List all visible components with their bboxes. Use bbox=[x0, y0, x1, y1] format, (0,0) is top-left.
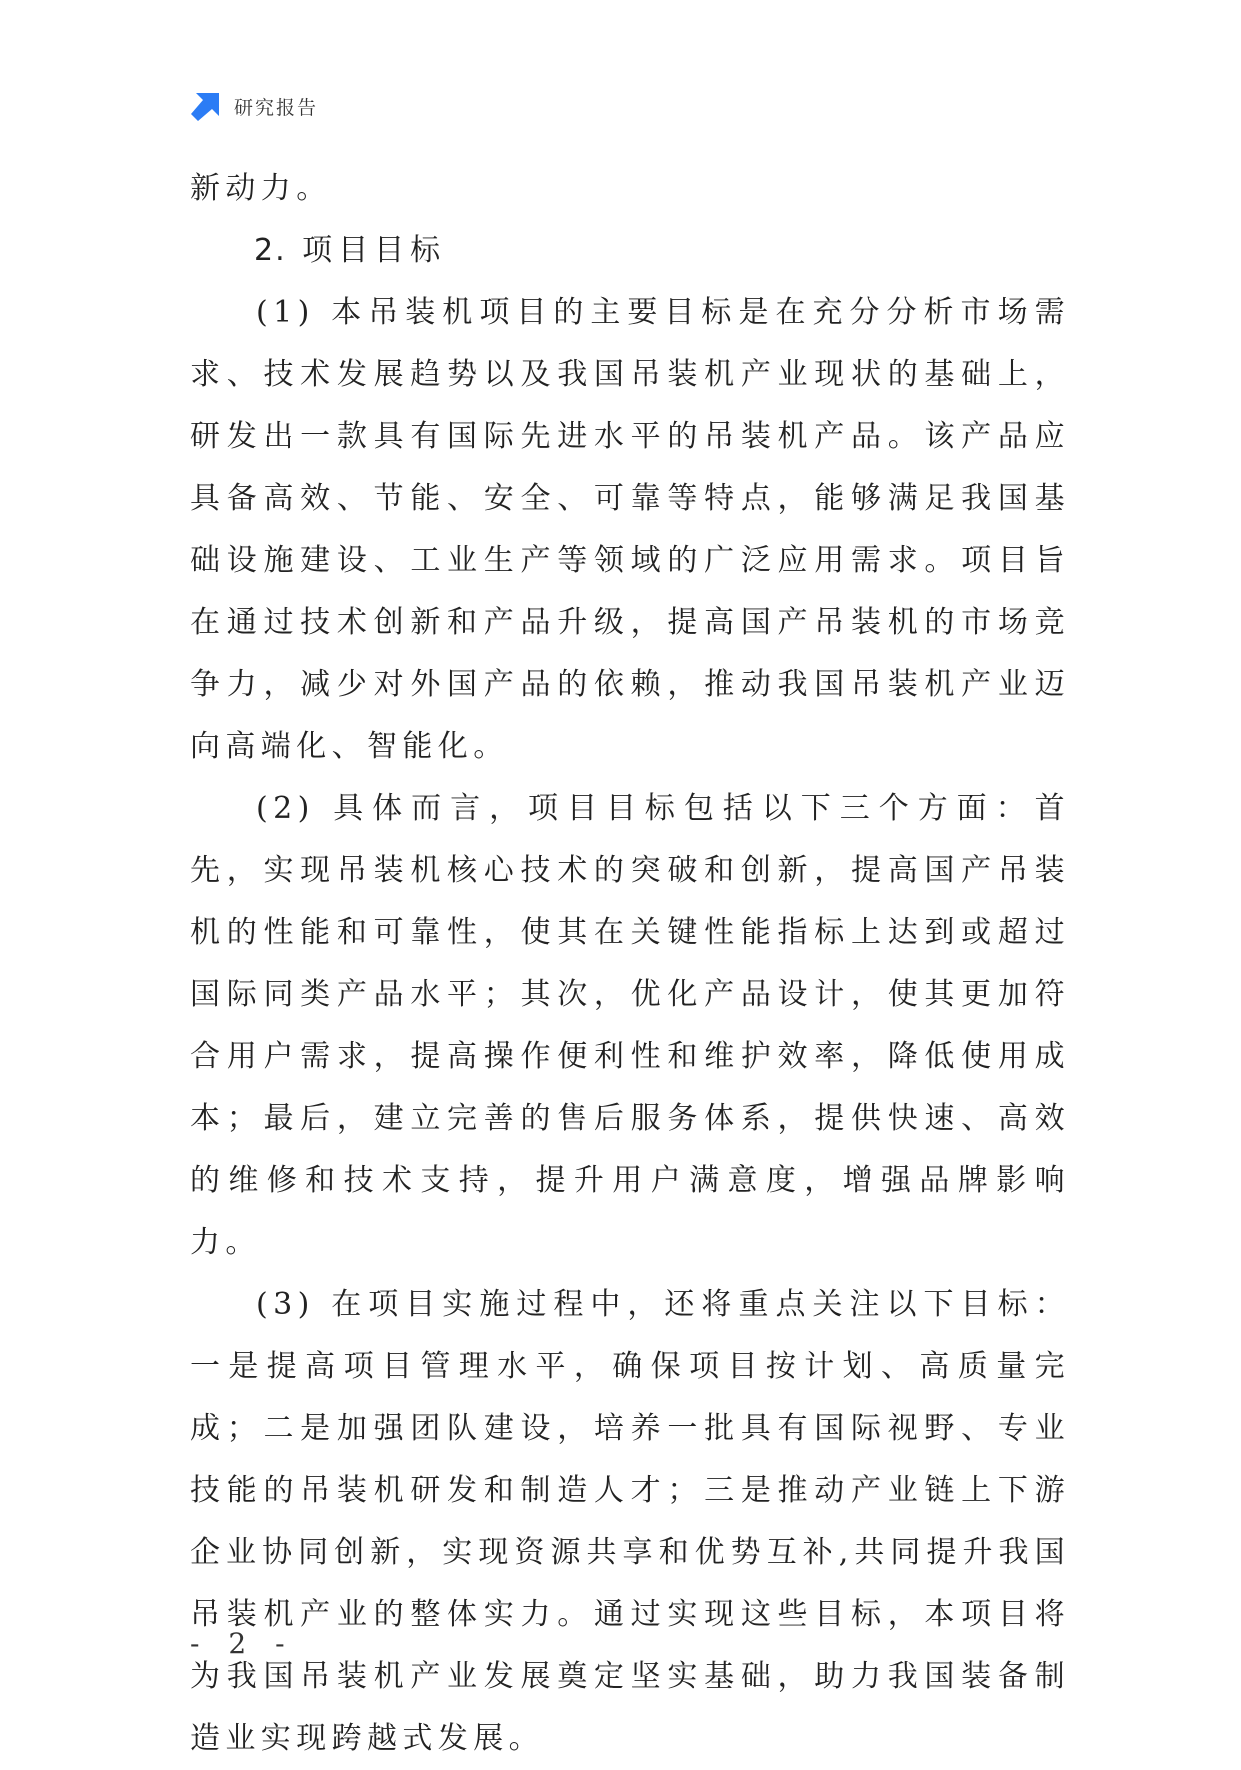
header-title: 研究报告 bbox=[234, 96, 319, 119]
page-number: - 2 - bbox=[190, 1627, 295, 1660]
continuation-text: 新动力。 bbox=[190, 171, 332, 206]
paragraph-1: (1) 本吊装机项目的主要目标是在充分分析市场需求、技术发展趋势以及我国吊装机产业现状的基础上，研发出一款具有国际先进水平的吊装机产品。该产品应具备高效、节能、安全、可靠等特点，能够满足我国基础设施建设、工业生产等领域的广泛应用需求。项目旨在通过技术创新和产品升级，提高国产吊装机的市场竞争力，减少对外国产品的依赖，推动我国吊装机产业迈向高端化、智能化。 bbox=[190, 295, 1070, 764]
paragraph-3: (3) 在项目实施过程中，还将重点关注以下目标：一是提高项目管理水平，确保项目按计划、高质量完成；二是加强团队建设，培养一批具有国际视野、专业技能的吊装机研发和制造人才；三是推动产业链上下游企业协同创新，实现资源共享和优势互补,共同提升我国吊装机产业的整体实力。通过实现这些目标，本项目将为我国吊装机产业发展奠定坚实基础，助力我国装备制造业实现跨越式发展。 bbox=[190, 1287, 1070, 1756]
section-number: 2. bbox=[254, 233, 287, 268]
arrow-up-right-icon bbox=[190, 90, 222, 122]
page-header bbox=[190, 90, 318, 122]
section-heading bbox=[190, 220, 1070, 282]
section-title: 项目目标 bbox=[302, 233, 447, 268]
paragraph-2: (2) 具体而言，项目目标包括以下三个方面：首先，实现吊装机核心技术的突破和创新，提高国产吊装机的性能和可靠性，使其在关键性能指标上达到或超过国际同类产品水平；其次，优化产品设计，使其更加符合用户需求，提高操作便利性和维护效率，降低使用成本；最后，建立完善的售后服务体系，提供快速、高效的维修和技术支持，提升用户满意度，增强品牌影响力。 bbox=[190, 791, 1070, 1260]
document-body bbox=[190, 158, 1070, 1770]
